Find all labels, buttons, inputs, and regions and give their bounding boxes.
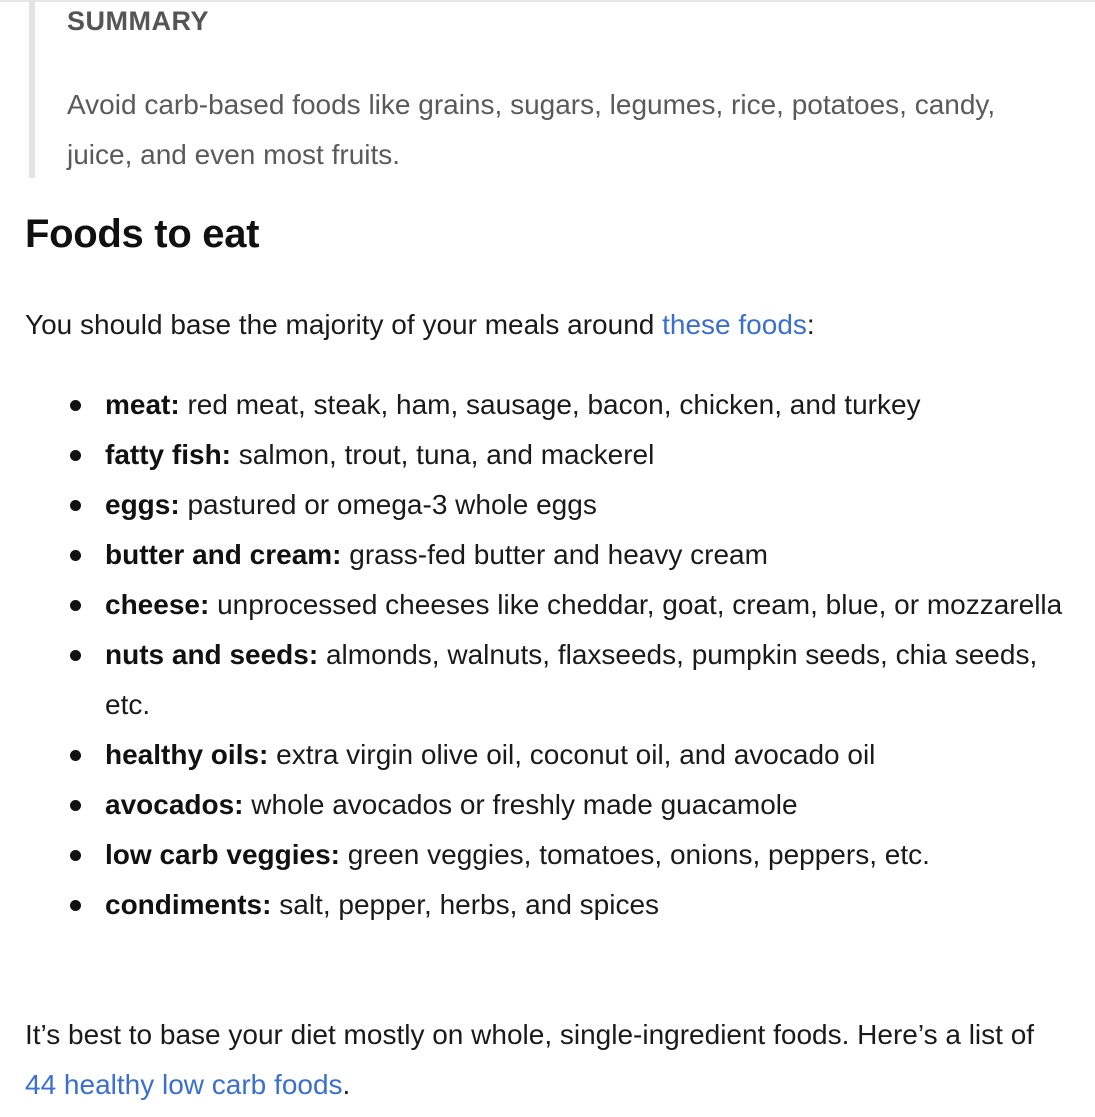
food-term: cheese: [105, 589, 210, 620]
food-description: almonds, walnuts, flaxseeds, pumpkin seeds, chia seeds, etc. [105, 639, 1038, 720]
food-term: meat: [105, 389, 180, 420]
summary-box [29, 0, 1029, 178]
food-description: salt, pepper, herbs, and spices [271, 889, 660, 920]
food-term: low carb veggies: [105, 839, 340, 870]
food-term: condiments: [105, 889, 272, 920]
list-item-eggs [25, 480, 1075, 530]
food-description: red meat, steak, ham, sausage, bacon, chicken, and turkey [179, 389, 921, 420]
bullet-icon [70, 650, 81, 661]
bullet-icon [70, 500, 81, 511]
food-description: unprocessed cheeses like cheddar, goat, cream, blue, or mozzarella [209, 589, 1063, 620]
foods-list [25, 380, 1075, 930]
list-item-condiments [25, 880, 1075, 930]
intro-text: You should base the majority of your meals around [25, 309, 663, 340]
intro-paragraph [25, 300, 1065, 350]
food-term: fatty fish: [105, 439, 231, 470]
list-item-butter-and-cream [25, 530, 1075, 580]
food-description: extra virgin olive oil, coconut oil, and avocado oil [268, 739, 876, 770]
food-description: whole avocados or freshly made guacamole [243, 789, 798, 820]
bullet-icon [70, 600, 81, 611]
these-foods-link[interactable]: these foods [662, 309, 807, 340]
food-description: grass-fed butter and heavy cream [341, 539, 768, 570]
bullet-icon [70, 450, 81, 461]
food-description: green veggies, tomatoes, onions, peppers, etc. [339, 839, 930, 870]
bullet-icon [70, 800, 81, 811]
outro-paragraph [25, 1010, 1065, 1110]
bullet-icon [70, 750, 81, 761]
list-item-avocados [25, 780, 1075, 830]
food-term: butter and cream: [105, 539, 342, 570]
intro-colon: : [806, 309, 815, 340]
list-item-healthy-oils [25, 730, 1075, 780]
food-term: nuts and seeds: [105, 639, 319, 670]
food-term: healthy oils: [105, 739, 269, 770]
food-description: pastured or omega-3 whole eggs [179, 489, 597, 520]
food-description: salmon, trout, tuna, and mackerel [231, 439, 655, 470]
food-term: eggs: [105, 489, 180, 520]
outro-period: . [342, 1069, 351, 1100]
list-item-meat [25, 380, 1075, 430]
bullet-icon [70, 550, 81, 561]
list-item-cheese [25, 580, 1075, 630]
list-item-low-carb-veggies [25, 830, 1075, 880]
low-carb-foods-link[interactable]: 44 healthy low carb foods [25, 1069, 343, 1100]
bullet-icon [70, 400, 81, 411]
list-item-fatty-fish [25, 430, 1075, 480]
section-title: Foods to eat [25, 212, 260, 256]
bullet-icon [70, 850, 81, 861]
outro-text: It’s best to base your diet mostly on whole, single-ingredient foods. Here’s a list of [25, 1019, 1035, 1050]
food-term: avocados: [105, 789, 244, 820]
list-item-nuts-and-seeds [25, 630, 1075, 730]
bullet-icon [70, 900, 81, 911]
summary-heading: SUMMARY [67, 6, 209, 36]
summary-text: Avoid carb-based foods like grains, sugars, legumes, rice, potatoes, candy, juice, and even most fruits. [67, 89, 996, 170]
